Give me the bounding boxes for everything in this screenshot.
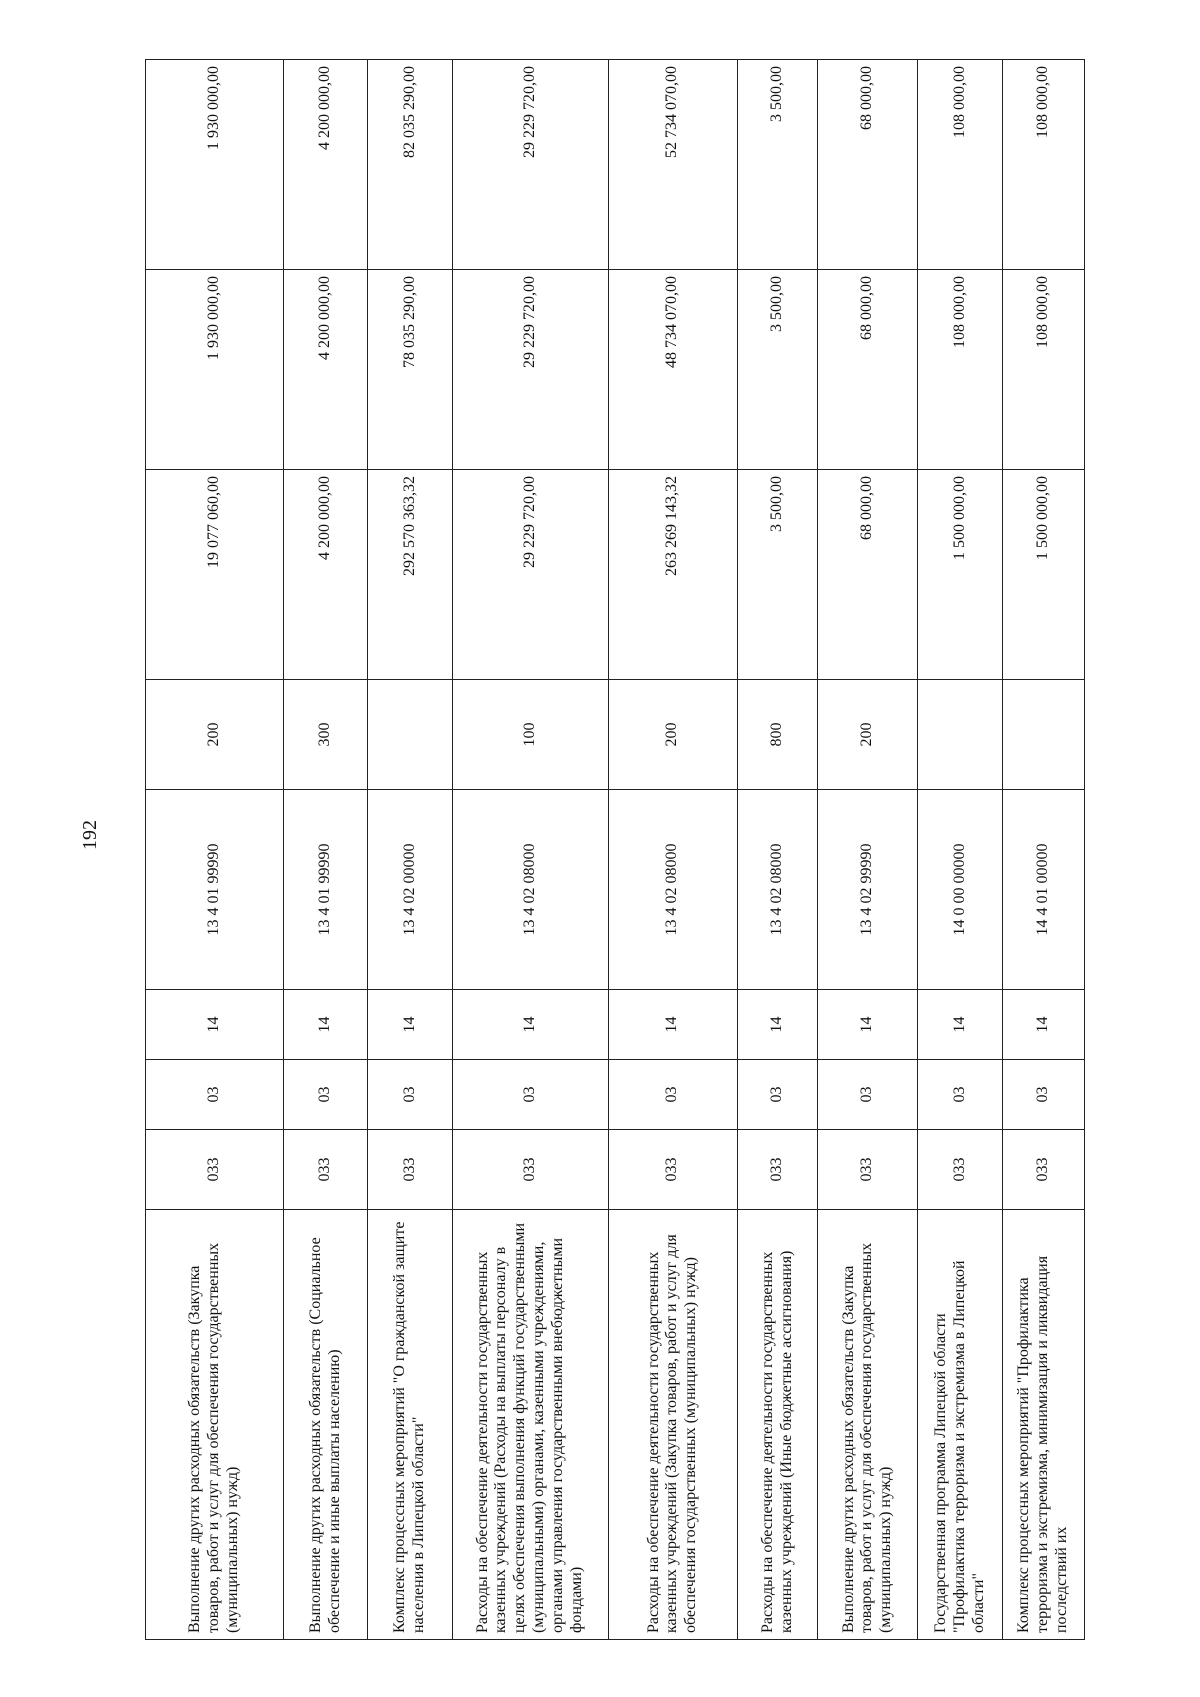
row-name: Выполнение других расходных обязательств (Закупка товаров, работ и услуг для обеспечения государственных (муниципальных) нужд) (146, 1210, 284, 1640)
row-vr (918, 680, 1002, 790)
row-name: Расходы на обеспечение деятельности государственных казенных учреждений (Закупка товаров, работ и услуг для обеспечения государственных (муниципальных) нужд) (608, 1210, 738, 1640)
row-section: 03 (1002, 1060, 1084, 1130)
row-section: 03 (818, 1060, 918, 1130)
row-amount-1: 1 500 000,00 (1002, 470, 1084, 680)
row-vr: 800 (738, 680, 818, 790)
row-code: 033 (608, 1130, 738, 1210)
row-csr: 14 4 01 00000 (1002, 790, 1084, 990)
row-amount-1: 263 269 143,32 (608, 470, 738, 680)
row-amount-2: 108 000,00 (1002, 270, 1084, 470)
row-amount-1: 3 500,00 (738, 470, 818, 680)
row-amount-2: 1 930 000,00 (146, 270, 284, 470)
row-code: 033 (918, 1130, 1002, 1210)
row-subsection: 14 (452, 990, 608, 1060)
row-amount-1: 1 500 000,00 (918, 470, 1002, 680)
table-row (368, 60, 452, 1640)
row-section: 03 (284, 1060, 368, 1130)
row-section: 03 (452, 1060, 608, 1130)
row-csr: 14 0 00 00000 (918, 790, 1002, 990)
table-row (818, 60, 918, 1640)
row-section: 03 (608, 1060, 738, 1130)
row-vr: 200 (608, 680, 738, 790)
row-csr: 13 4 02 00000 (368, 790, 452, 990)
row-amount-3: 4 200 000,00 (284, 60, 368, 270)
row-subsection: 14 (1002, 990, 1084, 1060)
row-amount-3: 29 229 720,00 (452, 60, 608, 270)
row-vr (368, 680, 452, 790)
row-subsection: 14 (368, 990, 452, 1060)
row-vr: 200 (818, 680, 918, 790)
row-vr: 300 (284, 680, 368, 790)
row-section: 03 (368, 1060, 452, 1130)
row-code: 033 (452, 1130, 608, 1210)
row-amount-2: 68 000,00 (818, 270, 918, 470)
row-amount-3: 68 000,00 (818, 60, 918, 270)
row-code: 033 (818, 1130, 918, 1210)
row-csr: 13 4 01 99990 (146, 790, 284, 990)
table-row (918, 60, 1002, 1640)
row-vr: 200 (146, 680, 284, 790)
row-amount-2: 4 200 000,00 (284, 270, 368, 470)
row-name: Расходы на обеспечение деятельности государственных казенных учреждений (Расходы на выплаты персоналу в целях обеспечения выполнения функций государственными (муниципальными) органами, казенными учреждениями, органами управления государственными внебюджетными фондами) (452, 1210, 608, 1640)
rotated-table-container (145, 60, 1085, 1640)
row-amount-2: 78 035 290,00 (368, 270, 452, 470)
row-amount-2: 48 734 070,00 (608, 270, 738, 470)
row-section: 03 (918, 1060, 1002, 1130)
row-name: Расходы на обеспечение деятельности государственных казенных учреждений (Иные бюджетные ассигнования) (738, 1210, 818, 1640)
row-amount-1: 4 200 000,00 (284, 470, 368, 680)
row-section: 03 (738, 1060, 818, 1130)
table-body (146, 60, 1085, 1640)
row-name: Комплекс процессных мероприятий "Профилактика терроризма и экстремизма, минимизация и ликвидация последствий их (1002, 1210, 1084, 1640)
row-subsection: 14 (818, 990, 918, 1060)
row-csr: 13 4 02 99990 (818, 790, 918, 990)
row-csr: 13 4 02 08000 (452, 790, 608, 990)
row-section: 03 (146, 1060, 284, 1130)
row-amount-1: 68 000,00 (818, 470, 918, 680)
row-amount-3: 108 000,00 (1002, 60, 1084, 270)
row-code: 033 (738, 1130, 818, 1210)
row-amount-3: 1 930 000,00 (146, 60, 284, 270)
row-code: 033 (1002, 1130, 1084, 1210)
row-name: Выполнение других расходных обязательств (Социальное обеспечение и иные выплаты населению) (284, 1210, 368, 1640)
row-name: Выполнение других расходных обязательств (Закупка товаров, работ и услуг для обеспечения государственных (муниципальных) нужд) (818, 1210, 918, 1640)
table-row (738, 60, 818, 1640)
table-row (452, 60, 608, 1640)
row-amount-2: 108 000,00 (918, 270, 1002, 470)
table-row (1002, 60, 1084, 1640)
row-amount-3: 108 000,00 (918, 60, 1002, 270)
row-csr: 13 4 01 99990 (284, 790, 368, 990)
row-subsection: 14 (284, 990, 368, 1060)
table-row (608, 60, 738, 1640)
row-csr: 13 4 02 08000 (608, 790, 738, 990)
row-code: 033 (146, 1130, 284, 1210)
row-amount-3: 82 035 290,00 (368, 60, 452, 270)
row-code: 033 (284, 1130, 368, 1210)
page-number: 192 (79, 820, 101, 850)
row-subsection: 14 (738, 990, 818, 1060)
row-amount-1: 29 229 720,00 (452, 470, 608, 680)
row-code: 033 (368, 1130, 452, 1210)
row-csr: 13 4 02 08000 (738, 790, 818, 990)
row-amount-1: 19 077 060,00 (146, 470, 284, 680)
table-row (146, 60, 284, 1640)
row-vr: 100 (452, 680, 608, 790)
table-row (284, 60, 368, 1640)
row-amount-1: 292 570 363,32 (368, 470, 452, 680)
row-subsection: 14 (608, 990, 738, 1060)
row-amount-3: 52 734 070,00 (608, 60, 738, 270)
row-amount-3: 3 500,00 (738, 60, 818, 270)
row-name: Комплекс процессных мероприятий "О гражданской защите населения в Липецкой области" (368, 1210, 452, 1640)
row-amount-2: 29 229 720,00 (452, 270, 608, 470)
budget-table (145, 59, 1085, 1640)
row-subsection: 14 (146, 990, 284, 1060)
row-name: Государственная программа Липецкой области "Профилактика терроризма и экстремизма в Липецкой области" (918, 1210, 1002, 1640)
row-subsection: 14 (918, 990, 1002, 1060)
row-amount-2: 3 500,00 (738, 270, 818, 470)
row-vr (1002, 680, 1084, 790)
